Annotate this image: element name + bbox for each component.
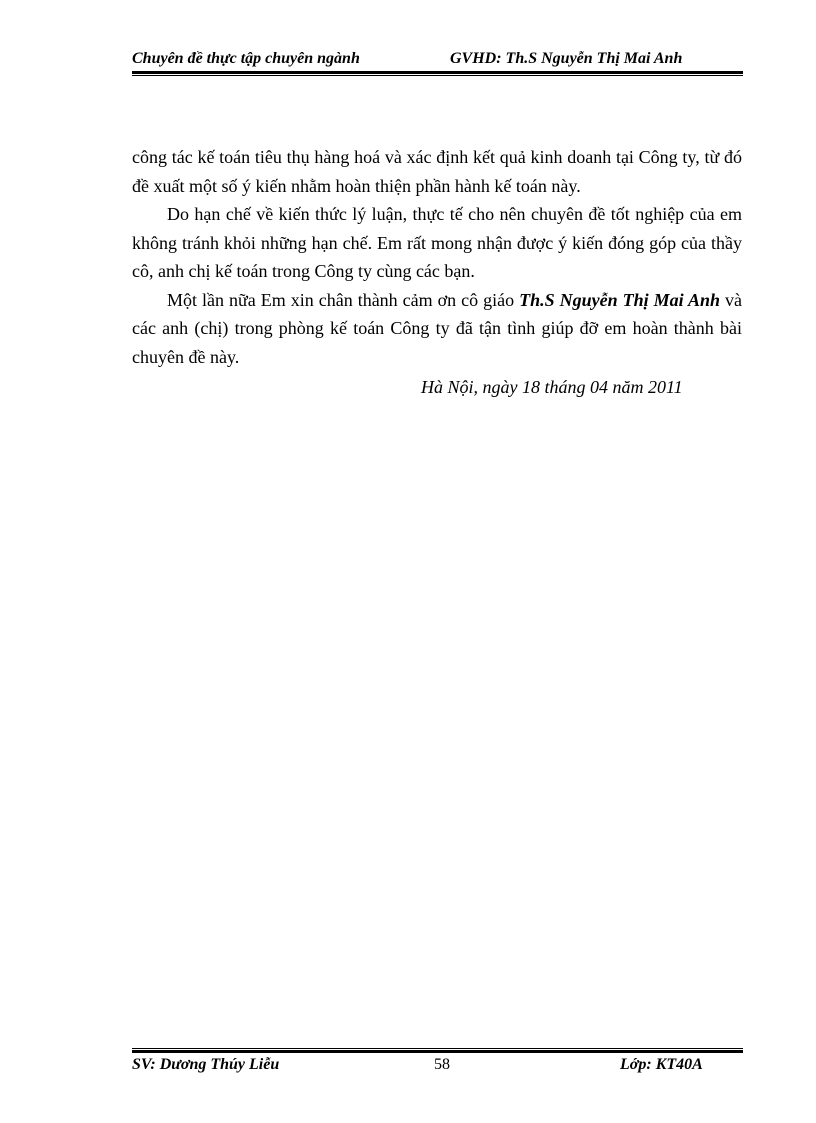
paragraph-3-intro: Một lần nữa Em xin chân thành cảm ơn cô giáo bbox=[167, 289, 520, 310]
header-supervisor: GVHD: Th.S Nguyễn Thị Mai Anh bbox=[450, 50, 683, 67]
signature-date: Hà Nội, ngày 18 tháng 04 năm 2011 bbox=[421, 377, 683, 397]
header-document-title: Chuyên đề thực tập chuyên ngành bbox=[132, 50, 360, 67]
paragraph-2: Do hạn chế về kiến thức lý luận, thực tế cho nên chuyên đề tốt nghiệp của em không tránh khỏi những hạn chế. Em rất mong nhận được ý kiến đóng góp của thầy cô, anh chị kế toán trong Công ty cùng các bạn. bbox=[132, 204, 742, 281]
page-header bbox=[132, 49, 742, 71]
footer-divider bbox=[132, 1048, 743, 1053]
document-body bbox=[132, 143, 742, 402]
paragraph-3 bbox=[132, 286, 742, 372]
header-divider bbox=[132, 71, 743, 76]
page-footer bbox=[132, 1055, 742, 1077]
page-number: 58 bbox=[434, 1056, 450, 1073]
supervisor-name: Th.S Nguyễn Thị Mai Anh bbox=[519, 289, 721, 310]
paragraph-1: công tác kế toán tiêu thụ hàng hoá và xác định kết quả kinh doanh tại Công ty, từ đó đề xuất một số ý kiến nhằm hoàn thiện phần hành kế toán này. bbox=[132, 147, 742, 196]
paragraph-3-rest: và các anh (chị) trong phòng kế toán Công ty đã tận tình giúp đỡ em hoàn thành bài chuyên đề này. bbox=[132, 289, 742, 367]
footer-student-name: SV: Dương Thúy Liễu bbox=[132, 1056, 280, 1073]
footer-class: Lớp: KT40A bbox=[620, 1056, 703, 1073]
